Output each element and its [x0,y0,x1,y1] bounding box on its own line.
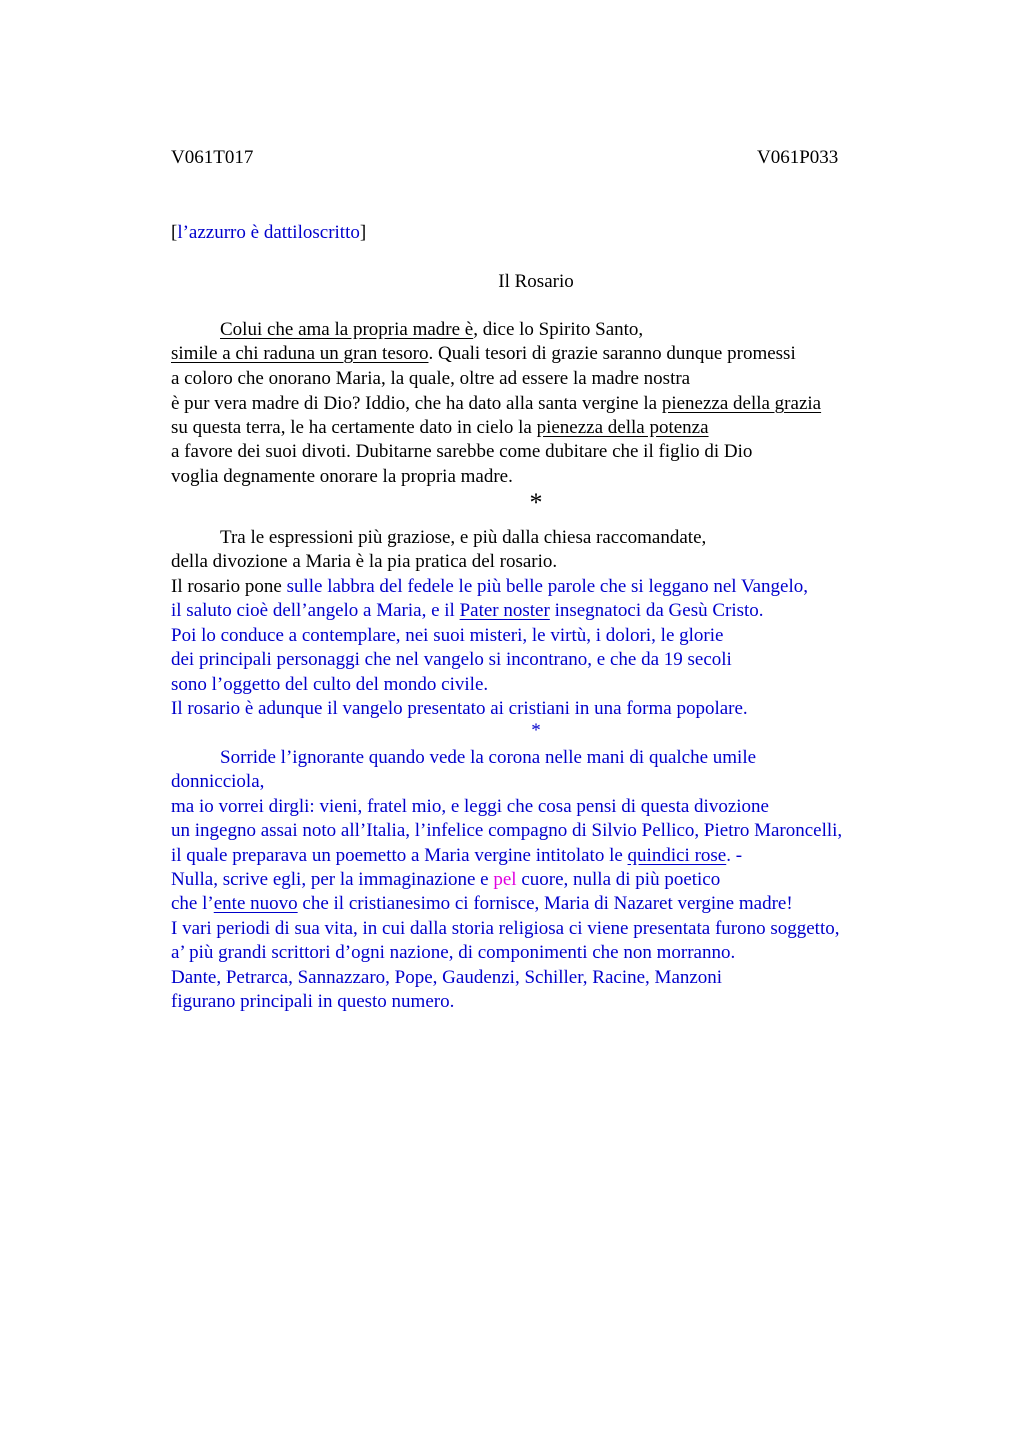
note-bracket-close: ] [359,222,367,243]
underlined-phrase: Colui che ama la propria madre è [220,319,474,340]
underlined-phrase: ente nuovo [213,893,298,914]
typed-text-run: sulle labbra del fedele le più belle parole che si leggano nel Vangelo, [286,576,808,597]
text-line: Dante, Petrarca, Sannazzaro, Pope, Gaudenzi, Schiller, Racine, Manzoni [171,967,723,988]
text-run: . Quali tesori di grazie saranno dunque promessi [428,343,796,364]
text-line: della divozione a Maria è la pia pratica del rosario. [171,551,558,572]
typed-text-run: il quale preparava un poemetto a Maria vergine intitolato le [171,845,628,866]
note-text: l’azzurro è dattiloscritto [177,222,360,243]
text-line: Poi lo conduce a contemplare, nei suoi misteri, le virtù, i dolori, le glorie [171,625,724,646]
underlined-phrase: pienezza della grazia [661,393,822,414]
note-bracket-open: [ [171,222,178,243]
handwritten-correction: pel [493,869,517,890]
text-line: I vari periodi di sua vita, in cui dalla storia religiosa ci viene presentata furono soggetto, [171,918,840,939]
text-line: ma io vorrei dirgli: vieni, fratel mio, e leggi che cosa pensi di questa divozione [171,796,769,817]
document-code-right: V061P033 [757,147,839,168]
section-separator: * [531,720,541,741]
typed-text-run: . - [726,845,743,866]
typed-text-run: che il cristianesimo ci fornisce, Maria di Nazaret vergine madre! [297,893,793,914]
text-run: è pur vera madre di Dio? Iddio, che ha dato alla santa vergine la [171,393,662,414]
typed-text-run: cuore, nulla di più poetico [516,869,721,890]
text-line: Sorride l’ignorante quando vede la corona nelle mani di qualche umile [220,747,757,768]
text-line: Il rosario è adunque il vangelo presentato ai cristiani in una forma popolare. [171,698,748,719]
typed-text-run: che l’ [171,893,214,914]
text-line: voglia degnamente onorare la propria madre. [171,466,513,487]
text-run: , dice lo Spirito Santo, [473,319,644,340]
section-separator: * [529,488,543,517]
text-line [171,392,821,416]
underlined-phrase: simile a chi raduna un gran tesoro [171,343,429,364]
underlined-phrase: quindici rose [627,845,727,866]
text-line: Tra le espressioni più graziose, e più dalla chiesa raccomandate, [220,527,707,548]
editorial-note [171,221,366,245]
text-line: sono l’oggetto del culto del mondo civile. [171,674,489,695]
text-run: su questa terra, le ha certamente dato in cielo la [171,417,537,438]
text-line [171,416,709,440]
underlined-phrase: pienezza della potenza [536,417,709,438]
typed-text-run: il saluto cioè dell’angelo a Maria, e il [171,600,460,621]
text-line: donnicciola, [171,771,265,792]
text-line [171,844,742,868]
page-title: Il Rosario [498,271,574,292]
text-line [171,342,796,366]
text-line: a’ più grandi scrittori d’ogni nazione, di componimenti che non morranno. [171,942,736,963]
typed-text-run: insegnatoci da Gesù Cristo. [549,600,764,621]
text-line: dei principali personaggi che nel vangelo si incontrano, e che da 19 secoli [171,649,732,670]
typed-text-run: Nulla, scrive egli, per la immaginazione e [171,869,494,890]
text-line [220,318,643,342]
text-line: figurano principali in questo numero. [171,991,455,1012]
text-line: a coloro che onorano Maria, la quale, oltre ad essere la madre nostra [171,368,691,389]
text-line [171,575,808,599]
text-line: un ingegno assai noto all’Italia, l’infelice compagno di Silvio Pellico, Pietro Maroncelli, [171,820,843,841]
underlined-phrase: Pater noster [459,600,550,621]
document-code-left: V061T017 [171,147,254,168]
text-line [171,599,764,623]
text-line [171,868,720,892]
text-run: Il rosario pone [171,576,287,597]
text-line [171,892,793,916]
text-line: a favore dei suoi divoti. Dubitarne sarebbe come dubitare che il figlio di Dio [171,441,753,462]
